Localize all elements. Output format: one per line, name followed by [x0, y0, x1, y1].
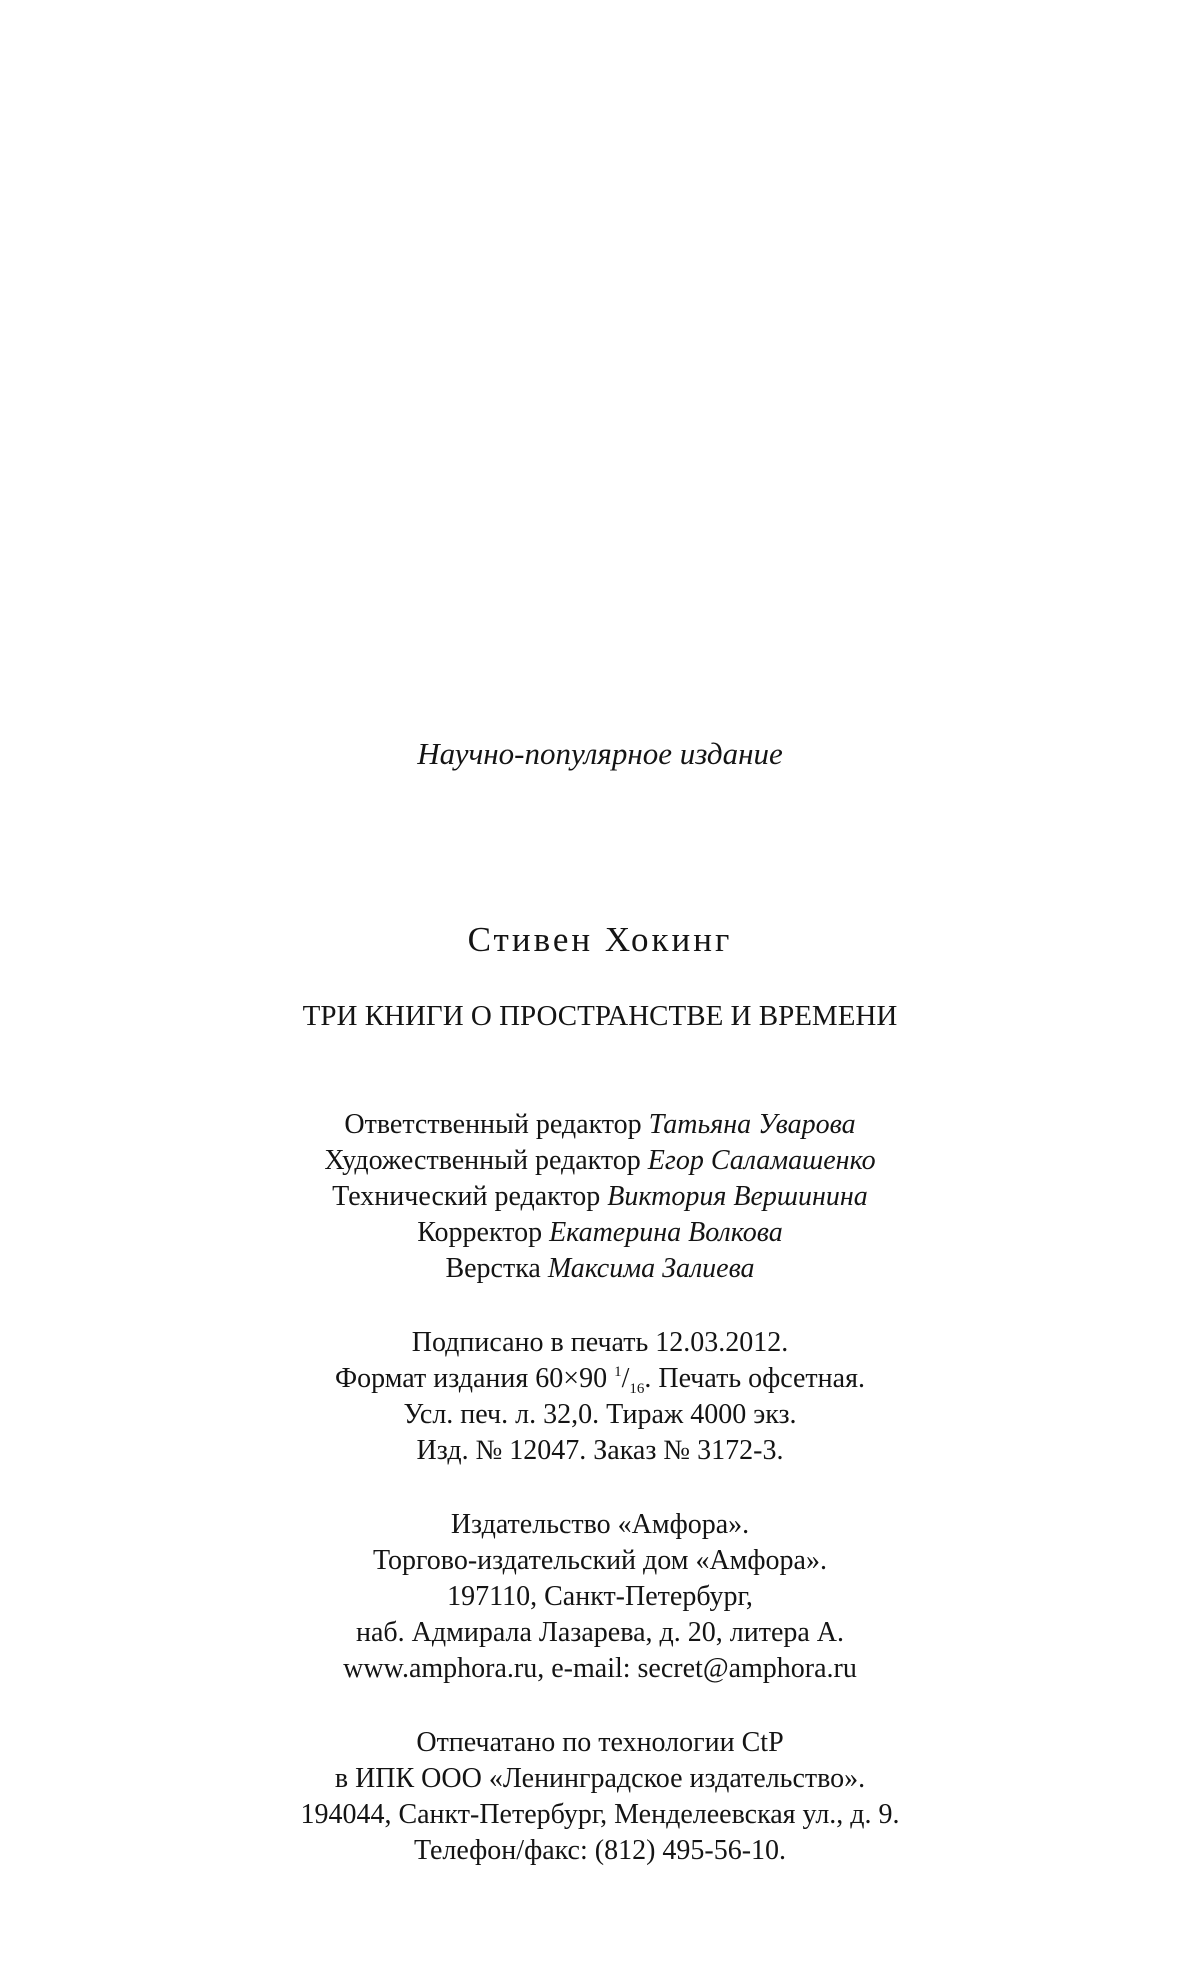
printer-line: Отпечатано по технологии CtP	[416, 1727, 784, 1758]
format-line	[0, 1365, 1200, 1397]
printer-line: 194044, Санкт-Петербург, Менделеевская ул., д. 9.	[300, 1799, 900, 1830]
credit-line	[0, 1147, 1200, 1175]
credit-role: Верстка	[445, 1253, 541, 1284]
author-name: Стивен Хокинг	[467, 920, 733, 959]
printer-line: в ИПК ООО «Ленинградское издательство».	[334, 1763, 866, 1794]
publisher-contacts: www.amphora.ru, e-mail: secret@amphora.ru	[343, 1653, 857, 1684]
format-suffix: . Печать офсетная.	[644, 1363, 865, 1394]
volume-line: Усл. печ. л. 32,0. Тираж 4000 экз.	[403, 1399, 797, 1430]
publisher-line: Торгово-издательский дом «Амфора».	[373, 1545, 827, 1576]
credit-role: Ответственный редактор	[344, 1109, 642, 1140]
credit-line	[0, 1111, 1200, 1139]
publisher-line: Издательство «Амфора».	[450, 1509, 750, 1540]
credit-role: Корректор	[417, 1217, 543, 1248]
credit-person: Егор Саламашенко	[647, 1145, 876, 1176]
credit-line	[0, 1183, 1200, 1211]
order-line: Изд. № 12047. Заказ № 3172-3.	[416, 1435, 784, 1466]
format-prefix: Формат издания 60×90	[335, 1363, 608, 1394]
credit-person: Екатерина Волкова	[549, 1217, 783, 1248]
publisher-line: наб. Адмирала Лазарева, д. 20, литера А.	[355, 1617, 845, 1648]
credit-person: Виктория Вершинина	[607, 1181, 868, 1212]
credit-person: Татьяна Уварова	[648, 1109, 856, 1140]
credit-line	[0, 1219, 1200, 1247]
format-fraction-slash: /	[621, 1363, 630, 1394]
credit-role: Художественный редактор	[324, 1145, 641, 1176]
publisher-line: 197110, Санкт-Петербург,	[447, 1581, 753, 1612]
format-fraction-numerator: 1	[614, 1364, 622, 1380]
format-fraction-denominator: 16	[629, 1381, 645, 1397]
credit-person: Максима Залиева	[547, 1253, 755, 1284]
credit-line	[0, 1255, 1200, 1283]
publication-genre: Научно-популярное издание	[417, 736, 783, 771]
signed-date: Подписано в печать 12.03.2012.	[411, 1327, 789, 1358]
credit-role: Технический редактор	[332, 1181, 601, 1212]
book-title: ТРИ КНИГИ О ПРОСТРАНСТВЕ И ВРЕМЕНИ	[302, 1000, 898, 1032]
printer-line: Телефон/факс: (812) 495-56-10.	[413, 1835, 787, 1866]
